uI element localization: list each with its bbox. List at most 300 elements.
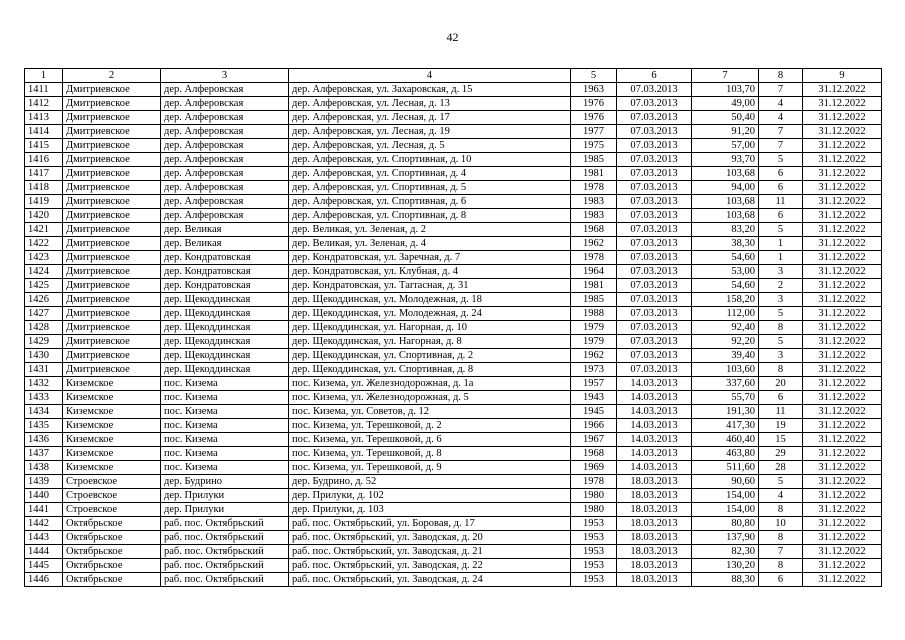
cell-settlement: Октябрьское xyxy=(63,517,161,531)
cell-deadline: 31.12.2022 xyxy=(803,489,882,503)
table-row xyxy=(25,223,882,237)
table-row xyxy=(25,503,882,517)
cell-date: 07.03.2013 xyxy=(617,251,692,265)
cell-address: дер. Щекоддинская, ул. Нагорная, д. 10 xyxy=(289,321,571,335)
cell-area: 103,68 xyxy=(692,209,759,223)
table-row xyxy=(25,167,882,181)
cell-area: 93,70 xyxy=(692,153,759,167)
page-number: 42 xyxy=(446,30,459,44)
cell-row-number: 1425 xyxy=(25,279,63,293)
cell-settlement: Дмитриевское xyxy=(63,363,161,377)
cell-deadline: 31.12.2022 xyxy=(803,349,882,363)
cell-deadline: 31.12.2022 xyxy=(803,251,882,265)
cell-row-number: 1424 xyxy=(25,265,63,279)
cell-date: 07.03.2013 xyxy=(617,265,692,279)
table-row xyxy=(25,349,882,363)
cell-locality: дер. Щекоддинская xyxy=(161,335,289,349)
cell-date: 07.03.2013 xyxy=(617,307,692,321)
cell-residents: 19 xyxy=(759,419,803,433)
cell-locality: дер. Алферовская xyxy=(161,97,289,111)
cell-locality: дер. Прилуки xyxy=(161,489,289,503)
cell-settlement: Дмитриевское xyxy=(63,349,161,363)
cell-address: раб. пос. Октябрьский, ул. Заводская, д. 21 xyxy=(289,545,571,559)
table-row xyxy=(25,391,882,405)
table-row xyxy=(25,363,882,377)
cell-settlement: Дмитриевское xyxy=(63,293,161,307)
cell-build-year: 1945 xyxy=(571,405,617,419)
cell-address: пос. Кизема, ул. Терешковой, д. 6 xyxy=(289,433,571,447)
cell-settlement: Киземское xyxy=(63,391,161,405)
cell-residents: 20 xyxy=(759,377,803,391)
column-header-4: 4 xyxy=(289,69,571,83)
cell-residents: 5 xyxy=(759,335,803,349)
table-row xyxy=(25,573,882,587)
table-row xyxy=(25,419,882,433)
cell-date: 07.03.2013 xyxy=(617,223,692,237)
cell-date: 07.03.2013 xyxy=(617,363,692,377)
cell-build-year: 1981 xyxy=(571,167,617,181)
cell-build-year: 1979 xyxy=(571,321,617,335)
cell-address: пос. Кизема, ул. Терешковой, д. 8 xyxy=(289,447,571,461)
cell-date: 14.03.2013 xyxy=(617,405,692,419)
cell-build-year: 1953 xyxy=(571,517,617,531)
cell-deadline: 31.12.2022 xyxy=(803,223,882,237)
cell-residents: 1 xyxy=(759,251,803,265)
table-row xyxy=(25,153,882,167)
cell-residents: 7 xyxy=(759,125,803,139)
cell-date: 14.03.2013 xyxy=(617,419,692,433)
cell-deadline: 31.12.2022 xyxy=(803,531,882,545)
cell-locality: дер. Алферовская xyxy=(161,167,289,181)
cell-locality: дер. Алферовская xyxy=(161,139,289,153)
cell-row-number: 1431 xyxy=(25,363,63,377)
cell-settlement: Дмитриевское xyxy=(63,83,161,97)
cell-area: 39,40 xyxy=(692,349,759,363)
cell-area: 460,40 xyxy=(692,433,759,447)
cell-row-number: 1427 xyxy=(25,307,63,321)
cell-locality: раб. пос. Октябрьский xyxy=(161,573,289,587)
cell-locality: пос. Кизема xyxy=(161,405,289,419)
cell-address: дер. Алферовская, ул. Лесная, д. 19 xyxy=(289,125,571,139)
cell-deadline: 31.12.2022 xyxy=(803,237,882,251)
table-row xyxy=(25,461,882,475)
cell-settlement: Дмитриевское xyxy=(63,251,161,265)
cell-deadline: 31.12.2022 xyxy=(803,279,882,293)
cell-date: 07.03.2013 xyxy=(617,321,692,335)
cell-build-year: 1964 xyxy=(571,265,617,279)
cell-locality: пос. Кизема xyxy=(161,447,289,461)
cell-locality: дер. Щекоддинская xyxy=(161,349,289,363)
cell-residents: 8 xyxy=(759,321,803,335)
cell-row-number: 1421 xyxy=(25,223,63,237)
cell-area: 154,00 xyxy=(692,489,759,503)
cell-address: дер. Алферовская, ул. Лесная, д. 13 xyxy=(289,97,571,111)
cell-area: 92,20 xyxy=(692,335,759,349)
table-row xyxy=(25,293,882,307)
cell-build-year: 1962 xyxy=(571,349,617,363)
cell-residents: 1 xyxy=(759,237,803,251)
cell-date: 18.03.2013 xyxy=(617,559,692,573)
cell-build-year: 1943 xyxy=(571,391,617,405)
cell-address: пос. Кизема, ул. Терешковой, д. 9 xyxy=(289,461,571,475)
cell-date: 18.03.2013 xyxy=(617,531,692,545)
cell-deadline: 31.12.2022 xyxy=(803,167,882,181)
cell-address: дер. Будрино, д. 52 xyxy=(289,475,571,489)
cell-area: 337,60 xyxy=(692,377,759,391)
table-row xyxy=(25,265,882,279)
cell-area: 50,40 xyxy=(692,111,759,125)
cell-deadline: 31.12.2022 xyxy=(803,447,882,461)
table-row xyxy=(25,181,882,195)
cell-area: 158,20 xyxy=(692,293,759,307)
cell-locality: дер. Щекоддинская xyxy=(161,363,289,377)
cell-address: дер. Кондратовская, ул. Заречная, д. 7 xyxy=(289,251,571,265)
cell-date: 18.03.2013 xyxy=(617,475,692,489)
cell-address: дер. Алферовская, ул. Спортивная, д. 4 xyxy=(289,167,571,181)
cell-deadline: 31.12.2022 xyxy=(803,97,882,111)
cell-residents: 8 xyxy=(759,503,803,517)
cell-area: 54,60 xyxy=(692,279,759,293)
table-row xyxy=(25,531,882,545)
table-row xyxy=(25,321,882,335)
table-row xyxy=(25,489,882,503)
cell-address: раб. пос. Октябрьский, ул. Боровая, д. 17 xyxy=(289,517,571,531)
cell-row-number: 1428 xyxy=(25,321,63,335)
cell-deadline: 31.12.2022 xyxy=(803,307,882,321)
cell-locality: дер. Щекоддинская xyxy=(161,293,289,307)
cell-deadline: 31.12.2022 xyxy=(803,545,882,559)
cell-build-year: 1985 xyxy=(571,153,617,167)
cell-settlement: Дмитриевское xyxy=(63,209,161,223)
cell-locality: раб. пос. Октябрьский xyxy=(161,559,289,573)
cell-row-number: 1420 xyxy=(25,209,63,223)
cell-date: 07.03.2013 xyxy=(617,139,692,153)
cell-residents: 3 xyxy=(759,265,803,279)
column-header-5: 5 xyxy=(571,69,617,83)
cell-row-number: 1441 xyxy=(25,503,63,517)
cell-residents: 8 xyxy=(759,559,803,573)
cell-address: дер. Алферовская, ул. Захаровская, д. 15 xyxy=(289,83,571,97)
cell-residents: 3 xyxy=(759,293,803,307)
cell-area: 130,20 xyxy=(692,559,759,573)
cell-area: 57,00 xyxy=(692,139,759,153)
table-row xyxy=(25,475,882,489)
cell-address: пос. Кизема, ул. Железнодорожная, д. 5 xyxy=(289,391,571,405)
column-header-2: 2 xyxy=(63,69,161,83)
cell-residents: 2 xyxy=(759,279,803,293)
cell-deadline: 31.12.2022 xyxy=(803,265,882,279)
cell-date: 07.03.2013 xyxy=(617,209,692,223)
cell-area: 92,40 xyxy=(692,321,759,335)
cell-row-number: 1414 xyxy=(25,125,63,139)
cell-address: дер. Алферовская, ул. Спортивная, д. 6 xyxy=(289,195,571,209)
cell-build-year: 1973 xyxy=(571,363,617,377)
table-row xyxy=(25,125,882,139)
cell-residents: 11 xyxy=(759,195,803,209)
cell-residents: 7 xyxy=(759,83,803,97)
cell-locality: раб. пос. Октябрьский xyxy=(161,545,289,559)
table-row xyxy=(25,237,882,251)
cell-build-year: 1953 xyxy=(571,545,617,559)
cell-date: 18.03.2013 xyxy=(617,503,692,517)
cell-row-number: 1423 xyxy=(25,251,63,265)
cell-date: 18.03.2013 xyxy=(617,573,692,587)
cell-settlement: Дмитриевское xyxy=(63,279,161,293)
cell-address: дер. Алферовская, ул. Спортивная, д. 10 xyxy=(289,153,571,167)
cell-area: 83,20 xyxy=(692,223,759,237)
column-header-3: 3 xyxy=(161,69,289,83)
cell-date: 07.03.2013 xyxy=(617,279,692,293)
cell-date: 07.03.2013 xyxy=(617,97,692,111)
cell-build-year: 1968 xyxy=(571,447,617,461)
cell-build-year: 1978 xyxy=(571,181,617,195)
cell-locality: дер. Великая xyxy=(161,237,289,251)
cell-settlement: Дмитриевское xyxy=(63,335,161,349)
cell-deadline: 31.12.2022 xyxy=(803,363,882,377)
cell-area: 94,00 xyxy=(692,181,759,195)
cell-residents: 29 xyxy=(759,447,803,461)
cell-settlement: Октябрьское xyxy=(63,531,161,545)
cell-locality: дер. Великая xyxy=(161,223,289,237)
cell-settlement: Строевское xyxy=(63,503,161,517)
cell-build-year: 1978 xyxy=(571,251,617,265)
cell-residents: 28 xyxy=(759,461,803,475)
table-row xyxy=(25,447,882,461)
cell-deadline: 31.12.2022 xyxy=(803,573,882,587)
cell-build-year: 1980 xyxy=(571,489,617,503)
cell-locality: дер. Кондратовская xyxy=(161,265,289,279)
cell-residents: 5 xyxy=(759,475,803,489)
cell-address: дер. Алферовская, ул. Лесная, д. 5 xyxy=(289,139,571,153)
cell-address: дер. Щекоддинская, ул. Спортивная, д. 8 xyxy=(289,363,571,377)
cell-deadline: 31.12.2022 xyxy=(803,83,882,97)
cell-area: 463,80 xyxy=(692,447,759,461)
cell-date: 07.03.2013 xyxy=(617,181,692,195)
cell-residents: 5 xyxy=(759,307,803,321)
cell-settlement: Киземское xyxy=(63,433,161,447)
cell-deadline: 31.12.2022 xyxy=(803,433,882,447)
cell-build-year: 1977 xyxy=(571,125,617,139)
cell-area: 91,20 xyxy=(692,125,759,139)
cell-area: 54,60 xyxy=(692,251,759,265)
cell-settlement: Дмитриевское xyxy=(63,167,161,181)
cell-address: раб. пос. Октябрьский, ул. Заводская, д. 24 xyxy=(289,573,571,587)
cell-row-number: 1429 xyxy=(25,335,63,349)
column-header-7: 7 xyxy=(692,69,759,83)
cell-deadline: 31.12.2022 xyxy=(803,125,882,139)
table-row xyxy=(25,111,882,125)
cell-deadline: 31.12.2022 xyxy=(803,405,882,419)
cell-build-year: 1981 xyxy=(571,279,617,293)
cell-date: 07.03.2013 xyxy=(617,195,692,209)
cell-deadline: 31.12.2022 xyxy=(803,391,882,405)
cell-residents: 4 xyxy=(759,111,803,125)
cell-address: дер. Алферовская, ул. Спортивная, д. 8 xyxy=(289,209,571,223)
cell-locality: дер. Щекоддинская xyxy=(161,307,289,321)
cell-area: 88,30 xyxy=(692,573,759,587)
table-row xyxy=(25,83,882,97)
cell-settlement: Киземское xyxy=(63,405,161,419)
cell-address: дер. Кондратовская, ул. Тагrасная, д. 31 xyxy=(289,279,571,293)
cell-row-number: 1445 xyxy=(25,559,63,573)
cell-address: дер. Алферовская, ул. Спортивная, д. 5 xyxy=(289,181,571,195)
cell-settlement: Дмитриевское xyxy=(63,307,161,321)
cell-settlement: Киземское xyxy=(63,419,161,433)
table-row xyxy=(25,279,882,293)
cell-build-year: 1983 xyxy=(571,209,617,223)
table-row xyxy=(25,377,882,391)
cell-settlement: Дмитриевское xyxy=(63,111,161,125)
cell-address: пос. Кизема, ул. Советов, д. 12 xyxy=(289,405,571,419)
cell-date: 18.03.2013 xyxy=(617,489,692,503)
column-header-9: 9 xyxy=(803,69,882,83)
cell-row-number: 1412 xyxy=(25,97,63,111)
cell-date: 07.03.2013 xyxy=(617,335,692,349)
cell-build-year: 1957 xyxy=(571,377,617,391)
cell-residents: 6 xyxy=(759,181,803,195)
cell-area: 112,00 xyxy=(692,307,759,321)
cell-row-number: 1440 xyxy=(25,489,63,503)
cell-row-number: 1419 xyxy=(25,195,63,209)
table-header-row xyxy=(25,69,882,83)
table-row xyxy=(25,139,882,153)
cell-residents: 7 xyxy=(759,139,803,153)
cell-row-number: 1426 xyxy=(25,293,63,307)
cell-date: 07.03.2013 xyxy=(617,167,692,181)
cell-row-number: 1415 xyxy=(25,139,63,153)
cell-locality: дер. Алферовская xyxy=(161,209,289,223)
cell-date: 18.03.2013 xyxy=(617,517,692,531)
cell-date: 14.03.2013 xyxy=(617,461,692,475)
cell-locality: пос. Кизема xyxy=(161,377,289,391)
cell-row-number: 1417 xyxy=(25,167,63,181)
cell-settlement: Дмитриевское xyxy=(63,265,161,279)
cell-area: 90,60 xyxy=(692,475,759,489)
cell-build-year: 1980 xyxy=(571,503,617,517)
cell-residents: 11 xyxy=(759,405,803,419)
cell-area: 103,70 xyxy=(692,83,759,97)
cell-settlement: Дмитриевское xyxy=(63,181,161,195)
cell-area: 55,70 xyxy=(692,391,759,405)
cell-residents: 6 xyxy=(759,573,803,587)
cell-date: 07.03.2013 xyxy=(617,237,692,251)
cell-area: 511,60 xyxy=(692,461,759,475)
cell-area: 103,68 xyxy=(692,167,759,181)
cell-date: 07.03.2013 xyxy=(617,349,692,363)
cell-row-number: 1443 xyxy=(25,531,63,545)
cell-residents: 10 xyxy=(759,517,803,531)
cell-row-number: 1411 xyxy=(25,83,63,97)
cell-settlement: Дмитриевское xyxy=(63,237,161,251)
cell-deadline: 31.12.2022 xyxy=(803,209,882,223)
cell-deadline: 31.12.2022 xyxy=(803,181,882,195)
cell-build-year: 1975 xyxy=(571,139,617,153)
cell-address: дер. Кондратовская, ул. Клубная, д. 4 xyxy=(289,265,571,279)
cell-locality: дер. Прилуки xyxy=(161,503,289,517)
cell-locality: дер. Алферовская xyxy=(161,181,289,195)
cell-settlement: Дмитриевское xyxy=(63,97,161,111)
cell-settlement: Дмитриевское xyxy=(63,153,161,167)
cell-area: 80,80 xyxy=(692,517,759,531)
cell-area: 82,30 xyxy=(692,545,759,559)
cell-build-year: 1967 xyxy=(571,433,617,447)
cell-address: раб. пос. Октябрьский, ул. Заводская, д. 22 xyxy=(289,559,571,573)
cell-row-number: 1418 xyxy=(25,181,63,195)
cell-settlement: Октябрьское xyxy=(63,545,161,559)
cell-locality: раб. пос. Октябрьский xyxy=(161,517,289,531)
table-row xyxy=(25,209,882,223)
cell-deadline: 31.12.2022 xyxy=(803,517,882,531)
cell-residents: 5 xyxy=(759,153,803,167)
cell-deadline: 31.12.2022 xyxy=(803,475,882,489)
cell-locality: дер. Кондратовская xyxy=(161,251,289,265)
cell-date: 18.03.2013 xyxy=(617,545,692,559)
cell-locality: пос. Кизема xyxy=(161,391,289,405)
cell-settlement: Дмитриевское xyxy=(63,195,161,209)
cell-build-year: 1976 xyxy=(571,111,617,125)
cell-locality: дер. Будрино xyxy=(161,475,289,489)
cell-settlement: Киземское xyxy=(63,461,161,475)
cell-area: 38,30 xyxy=(692,237,759,251)
cell-residents: 7 xyxy=(759,545,803,559)
cell-locality: дер. Алферовская xyxy=(161,111,289,125)
cell-row-number: 1446 xyxy=(25,573,63,587)
cell-settlement: Киземское xyxy=(63,447,161,461)
cell-locality: дер. Алферовская xyxy=(161,195,289,209)
cell-address: дер. Алферовская, ул. Лесная, д. 17 xyxy=(289,111,571,125)
housing-register-table xyxy=(24,68,882,587)
cell-build-year: 1953 xyxy=(571,531,617,545)
cell-residents: 15 xyxy=(759,433,803,447)
cell-area: 154,00 xyxy=(692,503,759,517)
cell-row-number: 1436 xyxy=(25,433,63,447)
cell-row-number: 1435 xyxy=(25,419,63,433)
cell-address: пос. Кизема, ул. Железнодорожная, д. 1а xyxy=(289,377,571,391)
cell-row-number: 1444 xyxy=(25,545,63,559)
cell-residents: 8 xyxy=(759,531,803,545)
cell-date: 07.03.2013 xyxy=(617,83,692,97)
table-row xyxy=(25,251,882,265)
cell-deadline: 31.12.2022 xyxy=(803,419,882,433)
cell-deadline: 31.12.2022 xyxy=(803,461,882,475)
table-row xyxy=(25,405,882,419)
cell-build-year: 1962 xyxy=(571,237,617,251)
cell-locality: пос. Кизема xyxy=(161,419,289,433)
cell-row-number: 1416 xyxy=(25,153,63,167)
cell-area: 191,30 xyxy=(692,405,759,419)
table-row xyxy=(25,97,882,111)
cell-address: дер. Прилуки, д. 102 xyxy=(289,489,571,503)
cell-residents: 6 xyxy=(759,209,803,223)
cell-row-number: 1413 xyxy=(25,111,63,125)
cell-area: 137,90 xyxy=(692,531,759,545)
table-row xyxy=(25,433,882,447)
cell-area: 103,68 xyxy=(692,195,759,209)
cell-row-number: 1439 xyxy=(25,475,63,489)
cell-settlement: Октябрьское xyxy=(63,559,161,573)
cell-address: дер. Прилуки, д. 103 xyxy=(289,503,571,517)
cell-area: 103,60 xyxy=(692,363,759,377)
cell-row-number: 1437 xyxy=(25,447,63,461)
table-row xyxy=(25,195,882,209)
cell-build-year: 1953 xyxy=(571,573,617,587)
cell-residents: 8 xyxy=(759,363,803,377)
cell-row-number: 1433 xyxy=(25,391,63,405)
cell-row-number: 1432 xyxy=(25,377,63,391)
cell-build-year: 1985 xyxy=(571,293,617,307)
cell-build-year: 1988 xyxy=(571,307,617,321)
cell-area: 49,00 xyxy=(692,97,759,111)
